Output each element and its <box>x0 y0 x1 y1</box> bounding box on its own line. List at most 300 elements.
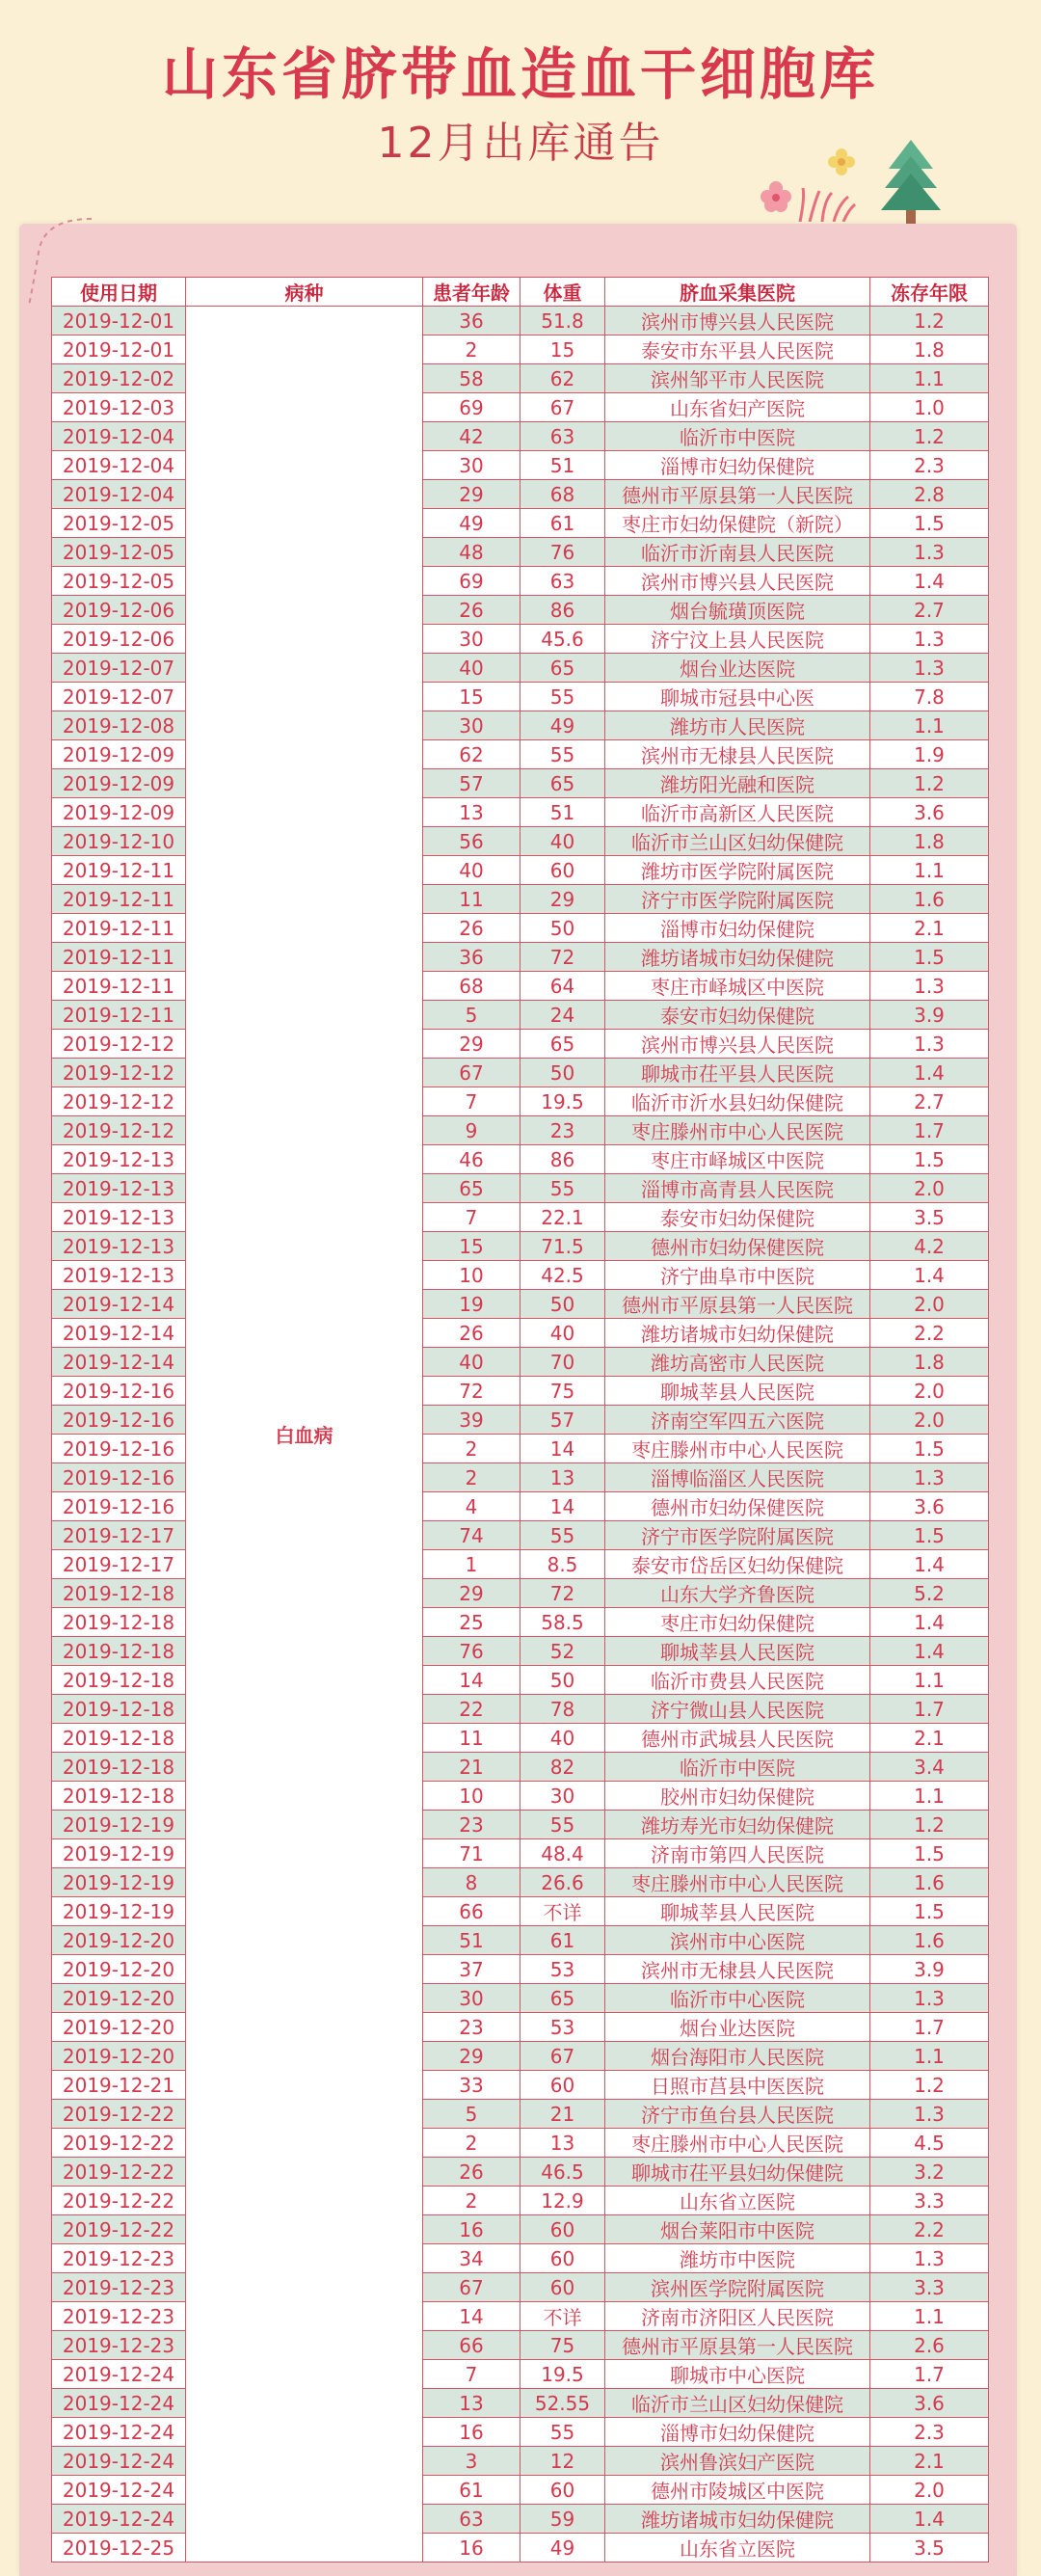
storage-years-cell: 1.4 <box>870 1059 989 1087</box>
weight-cell: 67 <box>520 393 605 422</box>
age-cell: 66 <box>423 2331 520 2360</box>
date-cell: 2019-12-24 <box>52 2418 186 2447</box>
storage-years-cell: 1.1 <box>870 2042 989 2071</box>
storage-years-cell: 1.2 <box>870 1811 989 1839</box>
hospital-cell: 临沂市沂南县人民医院 <box>605 538 870 567</box>
storage-years-cell: 1.1 <box>870 1782 989 1811</box>
age-cell: 62 <box>423 740 520 769</box>
storage-years-cell: 2.2 <box>870 1319 989 1348</box>
age-cell: 46 <box>423 1145 520 1174</box>
weight-cell: 40 <box>520 1319 605 1348</box>
date-cell: 2019-12-23 <box>52 2273 186 2302</box>
hospital-cell: 潍坊诸城市妇幼保健院 <box>605 1319 870 1348</box>
storage-years-cell: 1.3 <box>870 1984 989 2013</box>
age-cell: 66 <box>423 1897 520 1926</box>
hospital-cell: 淄博市妇幼保健院 <box>605 451 870 480</box>
hospital-cell: 烟台海阳市人民医院 <box>605 2042 870 2071</box>
storage-years-cell: 5.2 <box>870 1579 989 1608</box>
storage-years-cell: 2.7 <box>870 596 989 625</box>
age-cell: 33 <box>423 2071 520 2100</box>
storage-years-cell: 1.2 <box>870 2071 989 2100</box>
date-cell: 2019-12-05 <box>52 538 186 567</box>
age-cell: 14 <box>423 2302 520 2331</box>
date-cell: 2019-12-24 <box>52 2476 186 2505</box>
storage-years-cell: 3.9 <box>870 1001 989 1030</box>
age-cell: 63 <box>423 2505 520 2534</box>
header <box>0 0 1041 222</box>
date-cell: 2019-12-11 <box>52 885 186 914</box>
age-cell: 2 <box>423 2129 520 2158</box>
hospital-cell: 滨州市中心医院 <box>605 1926 870 1955</box>
storage-years-cell: 2.0 <box>870 1377 989 1406</box>
date-cell: 2019-12-25 <box>52 2534 186 2563</box>
age-cell: 69 <box>423 393 520 422</box>
date-cell: 2019-12-10 <box>52 827 186 856</box>
age-cell: 16 <box>423 2418 520 2447</box>
weight-cell: 23 <box>520 1116 605 1145</box>
storage-years-cell: 2.0 <box>870 1406 989 1435</box>
storage-years-cell: 1.3 <box>870 2244 989 2273</box>
storage-years-cell: 1.5 <box>870 509 989 538</box>
weight-cell: 72 <box>520 943 605 972</box>
storage-years-cell: 1.4 <box>870 1261 989 1290</box>
hospital-cell: 日照市莒县中医医院 <box>605 2071 870 2100</box>
storage-years-cell: 1.3 <box>870 654 989 683</box>
age-cell: 5 <box>423 1001 520 1030</box>
weight-cell: 24 <box>520 1001 605 1030</box>
age-cell: 26 <box>423 1319 520 1348</box>
age-cell: 16 <box>423 2215 520 2244</box>
storage-years-cell: 1.4 <box>870 567 989 596</box>
age-cell: 10 <box>423 1261 520 1290</box>
hospital-cell: 济南市第四人民医院 <box>605 1839 870 1868</box>
storage-years-cell: 1.1 <box>870 711 989 740</box>
weight-cell: 53 <box>520 2013 605 2042</box>
storage-years-cell: 1.6 <box>870 1926 989 1955</box>
date-cell: 2019-12-24 <box>52 2447 186 2476</box>
storage-years-cell: 2.1 <box>870 914 989 943</box>
date-cell: 2019-12-19 <box>52 1897 186 1926</box>
date-cell: 2019-12-18 <box>52 1695 186 1724</box>
storage-years-cell: 1.1 <box>870 1666 989 1695</box>
storage-years-cell: 3.5 <box>870 2534 989 2563</box>
hospital-cell: 山东省立医院 <box>605 2534 870 2563</box>
hospital-cell: 泰安市妇幼保健院 <box>605 1001 870 1030</box>
date-cell: 2019-12-14 <box>52 1290 186 1319</box>
hospital-cell: 德州市平原县第一人民医院 <box>605 1290 870 1319</box>
hospital-cell: 聊城市茌平县妇幼保健院 <box>605 2158 870 2187</box>
date-cell: 2019-12-20 <box>52 1955 186 1984</box>
weight-cell: 55 <box>520 2418 605 2447</box>
weight-cell: 82 <box>520 1753 605 1782</box>
weight-cell: 15 <box>520 335 605 364</box>
hospital-cell: 滨州市无棣县人民医院 <box>605 740 870 769</box>
date-cell: 2019-12-24 <box>52 2505 186 2534</box>
weight-cell: 60 <box>520 2244 605 2273</box>
hospital-cell: 滨州市博兴县人民医院 <box>605 307 870 335</box>
storage-years-cell: 1.1 <box>870 856 989 885</box>
age-cell: 7 <box>423 2360 520 2389</box>
storage-years-cell: 2.0 <box>870 1290 989 1319</box>
date-cell: 2019-12-22 <box>52 2187 186 2215</box>
weight-cell: 52.55 <box>520 2389 605 2418</box>
weight-cell: 55 <box>520 740 605 769</box>
weight-cell: 50 <box>520 914 605 943</box>
storage-years-cell: 3.2 <box>870 2158 989 2187</box>
storage-years-cell: 2.3 <box>870 2418 989 2447</box>
date-cell: 2019-12-05 <box>52 509 186 538</box>
date-cell: 2019-12-22 <box>52 2158 186 2187</box>
date-cell: 2019-12-18 <box>52 1782 186 1811</box>
hospital-cell: 枣庄滕州市中心人民医院 <box>605 2129 870 2158</box>
date-cell: 2019-12-12 <box>52 1116 186 1145</box>
age-cell: 67 <box>423 2273 520 2302</box>
date-cell: 2019-12-22 <box>52 2129 186 2158</box>
hospital-cell: 山东省妇产医院 <box>605 393 870 422</box>
hospital-cell: 济南市济阳区人民医院 <box>605 2302 870 2331</box>
date-cell: 2019-12-06 <box>52 596 186 625</box>
hospital-cell: 潍坊市人民医院 <box>605 711 870 740</box>
hospital-cell: 临沂市费县人民医院 <box>605 1666 870 1695</box>
storage-years-cell: 2.0 <box>870 1174 989 1203</box>
date-cell: 2019-12-16 <box>52 1406 186 1435</box>
storage-years-cell: 1.3 <box>870 1463 989 1492</box>
hospital-cell: 淄博临淄区人民医院 <box>605 1463 870 1492</box>
weight-cell: 55 <box>520 683 605 711</box>
age-cell: 13 <box>423 2389 520 2418</box>
storage-years-cell: 2.1 <box>870 2447 989 2476</box>
date-cell: 2019-12-05 <box>52 567 186 596</box>
hospital-cell: 临沂市沂水县妇幼保健院 <box>605 1087 870 1116</box>
date-cell: 2019-12-18 <box>52 1608 186 1637</box>
weight-cell: 71.5 <box>520 1232 605 1261</box>
table-row <box>52 307 989 335</box>
hospital-cell: 临沂市中医院 <box>605 422 870 451</box>
age-cell: 42 <box>423 422 520 451</box>
age-cell: 11 <box>423 885 520 914</box>
storage-years-cell: 1.3 <box>870 972 989 1001</box>
storage-years-cell: 3.3 <box>870 2187 989 2215</box>
storage-years-cell: 4.2 <box>870 1232 989 1261</box>
storage-years-cell: 1.7 <box>870 2013 989 2042</box>
date-cell: 2019-12-04 <box>52 480 186 509</box>
weight-cell: 48.4 <box>520 1839 605 1868</box>
date-cell: 2019-12-09 <box>52 798 186 827</box>
weight-cell: 60 <box>520 2476 605 2505</box>
storage-years-cell: 3.4 <box>870 1753 989 1782</box>
age-cell: 51 <box>423 1926 520 1955</box>
date-cell: 2019-12-07 <box>52 654 186 683</box>
column-header-hospital: 脐血采集医院 <box>605 278 870 307</box>
date-cell: 2019-12-13 <box>52 1145 186 1174</box>
weight-cell: 42.5 <box>520 1261 605 1290</box>
date-cell: 2019-12-18 <box>52 1666 186 1695</box>
weight-cell: 52 <box>520 1637 605 1666</box>
date-cell: 2019-12-09 <box>52 740 186 769</box>
age-cell: 5 <box>423 2100 520 2129</box>
storage-years-cell: 1.7 <box>870 2360 989 2389</box>
weight-cell: 75 <box>520 2331 605 2360</box>
date-cell: 2019-12-22 <box>52 2100 186 2129</box>
age-cell: 56 <box>423 827 520 856</box>
age-cell: 71 <box>423 1839 520 1868</box>
storage-years-cell: 1.3 <box>870 1030 989 1059</box>
age-cell: 21 <box>423 1753 520 1782</box>
hospital-cell: 烟台业达医院 <box>605 2013 870 2042</box>
weight-cell: 62 <box>520 364 605 393</box>
storage-years-cell: 1.5 <box>870 943 989 972</box>
hospital-cell: 潍坊市医学院附属医院 <box>605 856 870 885</box>
weight-cell: 55 <box>520 1811 605 1839</box>
age-cell: 15 <box>423 1232 520 1261</box>
storage-years-cell: 1.4 <box>870 2505 989 2534</box>
age-cell: 69 <box>423 567 520 596</box>
hospital-cell: 临沂市兰山区妇幼保健院 <box>605 827 870 856</box>
storage-years-cell: 1.8 <box>870 1348 989 1377</box>
age-cell: 4 <box>423 1492 520 1521</box>
weight-cell: 65 <box>520 1984 605 2013</box>
hospital-cell: 德州市武城县人民医院 <box>605 1724 870 1753</box>
date-cell: 2019-12-17 <box>52 1521 186 1550</box>
weight-cell: 29 <box>520 885 605 914</box>
hospital-cell: 枣庄滕州市中心人民医院 <box>605 1435 870 1463</box>
weight-cell: 59 <box>520 2505 605 2534</box>
weight-cell: 86 <box>520 596 605 625</box>
weight-cell: 19.5 <box>520 1087 605 1116</box>
storage-years-cell: 1.8 <box>870 335 989 364</box>
date-cell: 2019-12-18 <box>52 1637 186 1666</box>
weight-cell: 65 <box>520 654 605 683</box>
age-cell: 48 <box>423 538 520 567</box>
table-body <box>52 307 989 2563</box>
date-cell: 2019-12-09 <box>52 769 186 798</box>
age-cell: 3 <box>423 2447 520 2476</box>
age-cell: 65 <box>423 1174 520 1203</box>
weight-cell: 49 <box>520 711 605 740</box>
hospital-cell: 济宁汶上县人民医院 <box>605 625 870 654</box>
weight-cell: 63 <box>520 422 605 451</box>
hospital-cell: 临沂市中医院 <box>605 1753 870 1782</box>
hospital-cell: 聊城莘县人民医院 <box>605 1897 870 1926</box>
date-cell: 2019-12-14 <box>52 1319 186 1348</box>
storage-years-cell: 2.3 <box>870 451 989 480</box>
hospital-cell: 济宁曲阜市中医院 <box>605 1261 870 1290</box>
storage-years-cell: 3.5 <box>870 1203 989 1232</box>
hospital-cell: 潍坊寿光市妇幼保健院 <box>605 1811 870 1839</box>
weight-cell: 60 <box>520 2215 605 2244</box>
age-cell: 39 <box>423 1406 520 1435</box>
storage-years-cell: 2.1 <box>870 1724 989 1753</box>
weight-cell: 70 <box>520 1348 605 1377</box>
weight-cell: 86 <box>520 1145 605 1174</box>
storage-years-cell: 2.6 <box>870 2331 989 2360</box>
weight-cell: 不详 <box>520 1897 605 1926</box>
age-cell: 40 <box>423 654 520 683</box>
age-cell: 57 <box>423 769 520 798</box>
date-cell: 2019-12-20 <box>52 2042 186 2071</box>
date-cell: 2019-12-19 <box>52 1839 186 1868</box>
age-cell: 76 <box>423 1637 520 1666</box>
disease-cell: 白血病 <box>186 307 423 2563</box>
hospital-cell: 德州市妇幼保健医院 <box>605 1232 870 1261</box>
column-header-weight: 体重 <box>520 278 605 307</box>
weight-cell: 12 <box>520 2447 605 2476</box>
hospital-cell: 胶州市妇幼保健院 <box>605 1782 870 1811</box>
date-cell: 2019-12-20 <box>52 1926 186 1955</box>
date-cell: 2019-12-01 <box>52 307 186 335</box>
date-cell: 2019-12-11 <box>52 943 186 972</box>
hospital-cell: 临沂市中心医院 <box>605 1984 870 2013</box>
hospital-cell: 枣庄滕州市中心人民医院 <box>605 1116 870 1145</box>
hospital-cell: 泰安市东平县人民医院 <box>605 335 870 364</box>
age-cell: 29 <box>423 1579 520 1608</box>
date-cell: 2019-12-22 <box>52 2215 186 2244</box>
storage-years-cell: 1.2 <box>870 307 989 335</box>
storage-years-cell: 1.5 <box>870 1839 989 1868</box>
date-cell: 2019-12-21 <box>52 2071 186 2100</box>
age-cell: 10 <box>423 1782 520 1811</box>
age-cell: 29 <box>423 1030 520 1059</box>
weight-cell: 53 <box>520 1955 605 1984</box>
age-cell: 8 <box>423 1868 520 1897</box>
age-cell: 30 <box>423 625 520 654</box>
weight-cell: 50 <box>520 1290 605 1319</box>
hospital-cell: 枣庄滕州市中心人民医院 <box>605 1868 870 1897</box>
age-cell: 26 <box>423 2158 520 2187</box>
hospital-cell: 潍坊诸城市妇幼保健院 <box>605 943 870 972</box>
date-cell: 2019-12-11 <box>52 856 186 885</box>
hospital-cell: 滨州市博兴县人民医院 <box>605 567 870 596</box>
date-cell: 2019-12-19 <box>52 1868 186 1897</box>
age-cell: 23 <box>423 2013 520 2042</box>
hospital-cell: 烟台毓璜顶医院 <box>605 596 870 625</box>
page-subtitle: 12月出库通告 <box>377 119 664 168</box>
age-cell: 7 <box>423 1203 520 1232</box>
age-cell: 25 <box>423 1608 520 1637</box>
age-cell: 72 <box>423 1377 520 1406</box>
tree-icon <box>877 135 945 227</box>
storage-years-cell: 1.1 <box>870 2302 989 2331</box>
storage-years-cell: 2.7 <box>870 1087 989 1116</box>
weight-cell: 40 <box>520 1724 605 1753</box>
age-cell: 23 <box>423 1811 520 1839</box>
weight-cell: 14 <box>520 1492 605 1521</box>
storage-years-cell: 1.6 <box>870 885 989 914</box>
weight-cell: 57 <box>520 1406 605 1435</box>
storage-years-cell: 1.5 <box>870 1435 989 1463</box>
date-cell: 2019-12-12 <box>52 1087 186 1116</box>
hospital-cell: 德州市平原县第一人民医院 <box>605 480 870 509</box>
date-cell: 2019-12-01 <box>52 335 186 364</box>
storage-years-cell: 3.6 <box>870 1492 989 1521</box>
date-cell: 2019-12-17 <box>52 1550 186 1579</box>
column-header-disease: 病种 <box>186 278 423 307</box>
hospital-cell: 潍坊诸城市妇幼保健院 <box>605 2505 870 2534</box>
hospital-cell: 淄博市妇幼保健院 <box>605 914 870 943</box>
weight-cell: 8.5 <box>520 1550 605 1579</box>
date-cell: 2019-12-03 <box>52 393 186 422</box>
weight-cell: 68 <box>520 480 605 509</box>
weight-cell: 45.6 <box>520 625 605 654</box>
storage-years-cell: 1.4 <box>870 1637 989 1666</box>
column-header-storage-years: 冻存年限 <box>870 278 989 307</box>
hospital-cell: 山东省立医院 <box>605 2187 870 2215</box>
age-cell: 30 <box>423 1984 520 2013</box>
hospital-cell: 烟台莱阳市中医院 <box>605 2215 870 2244</box>
hospital-cell: 滨州市无棣县人民医院 <box>605 1955 870 1984</box>
release-table <box>51 277 989 2563</box>
weight-cell: 51 <box>520 451 605 480</box>
hospital-cell: 济宁市鱼台县人民医院 <box>605 2100 870 2129</box>
date-cell: 2019-12-02 <box>52 364 186 393</box>
weight-cell: 63 <box>520 567 605 596</box>
age-cell: 2 <box>423 1435 520 1463</box>
hospital-cell: 滨州医学院附属医院 <box>605 2273 870 2302</box>
date-cell: 2019-12-16 <box>52 1492 186 1521</box>
age-cell: 30 <box>423 711 520 740</box>
hospital-cell: 德州市陵城区中医院 <box>605 2476 870 2505</box>
weight-cell: 58.5 <box>520 1608 605 1637</box>
age-cell: 58 <box>423 364 520 393</box>
hospital-cell: 滨州鲁滨妇产医院 <box>605 2447 870 2476</box>
date-cell: 2019-12-07 <box>52 683 186 711</box>
date-cell: 2019-12-19 <box>52 1811 186 1839</box>
hospital-cell: 泰安市岱岳区妇幼保健院 <box>605 1550 870 1579</box>
age-cell: 15 <box>423 683 520 711</box>
date-cell: 2019-12-04 <box>52 422 186 451</box>
date-cell: 2019-12-18 <box>52 1753 186 1782</box>
weight-cell: 46.5 <box>520 2158 605 2187</box>
storage-years-cell: 1.3 <box>870 2100 989 2129</box>
age-cell: 2 <box>423 2187 520 2215</box>
age-cell: 29 <box>423 480 520 509</box>
hospital-cell: 潍坊阳光融和医院 <box>605 769 870 798</box>
hospital-cell: 泰安市妇幼保健院 <box>605 1203 870 1232</box>
age-cell: 49 <box>423 509 520 538</box>
hospital-cell: 聊城莘县人民医院 <box>605 1377 870 1406</box>
date-cell: 2019-12-13 <box>52 1261 186 1290</box>
weight-cell: 51 <box>520 798 605 827</box>
age-cell: 7 <box>423 1087 520 1116</box>
hospital-cell: 枣庄市峄城区中医院 <box>605 1145 870 1174</box>
hospital-cell: 临沂市高新区人民医院 <box>605 798 870 827</box>
hospital-cell: 聊城市中心医院 <box>605 2360 870 2389</box>
hospital-cell: 聊城市茌平县人民医院 <box>605 1059 870 1087</box>
hospital-cell: 济宁市医学院附属医院 <box>605 1521 870 1550</box>
age-cell: 22 <box>423 1695 520 1724</box>
storage-years-cell: 1.4 <box>870 1550 989 1579</box>
weight-cell: 22.1 <box>520 1203 605 1232</box>
age-cell: 40 <box>423 856 520 885</box>
age-cell: 74 <box>423 1521 520 1550</box>
storage-years-cell: 1.2 <box>870 422 989 451</box>
weight-cell: 不详 <box>520 2302 605 2331</box>
date-cell: 2019-12-12 <box>52 1059 186 1087</box>
weight-cell: 30 <box>520 1782 605 1811</box>
hospital-cell: 烟台业达医院 <box>605 654 870 683</box>
age-cell: 16 <box>423 2534 520 2563</box>
age-cell: 14 <box>423 1666 520 1695</box>
age-cell: 67 <box>423 1059 520 1087</box>
column-header-age: 患者年龄 <box>423 278 520 307</box>
age-cell: 19 <box>423 1290 520 1319</box>
hospital-cell: 枣庄市峄城区中医院 <box>605 972 870 1001</box>
age-cell: 26 <box>423 596 520 625</box>
storage-years-cell: 1.5 <box>870 1897 989 1926</box>
hospital-cell: 枣庄市妇幼保健院 <box>605 1608 870 1637</box>
age-cell: 34 <box>423 2244 520 2273</box>
date-cell: 2019-12-23 <box>52 2244 186 2273</box>
